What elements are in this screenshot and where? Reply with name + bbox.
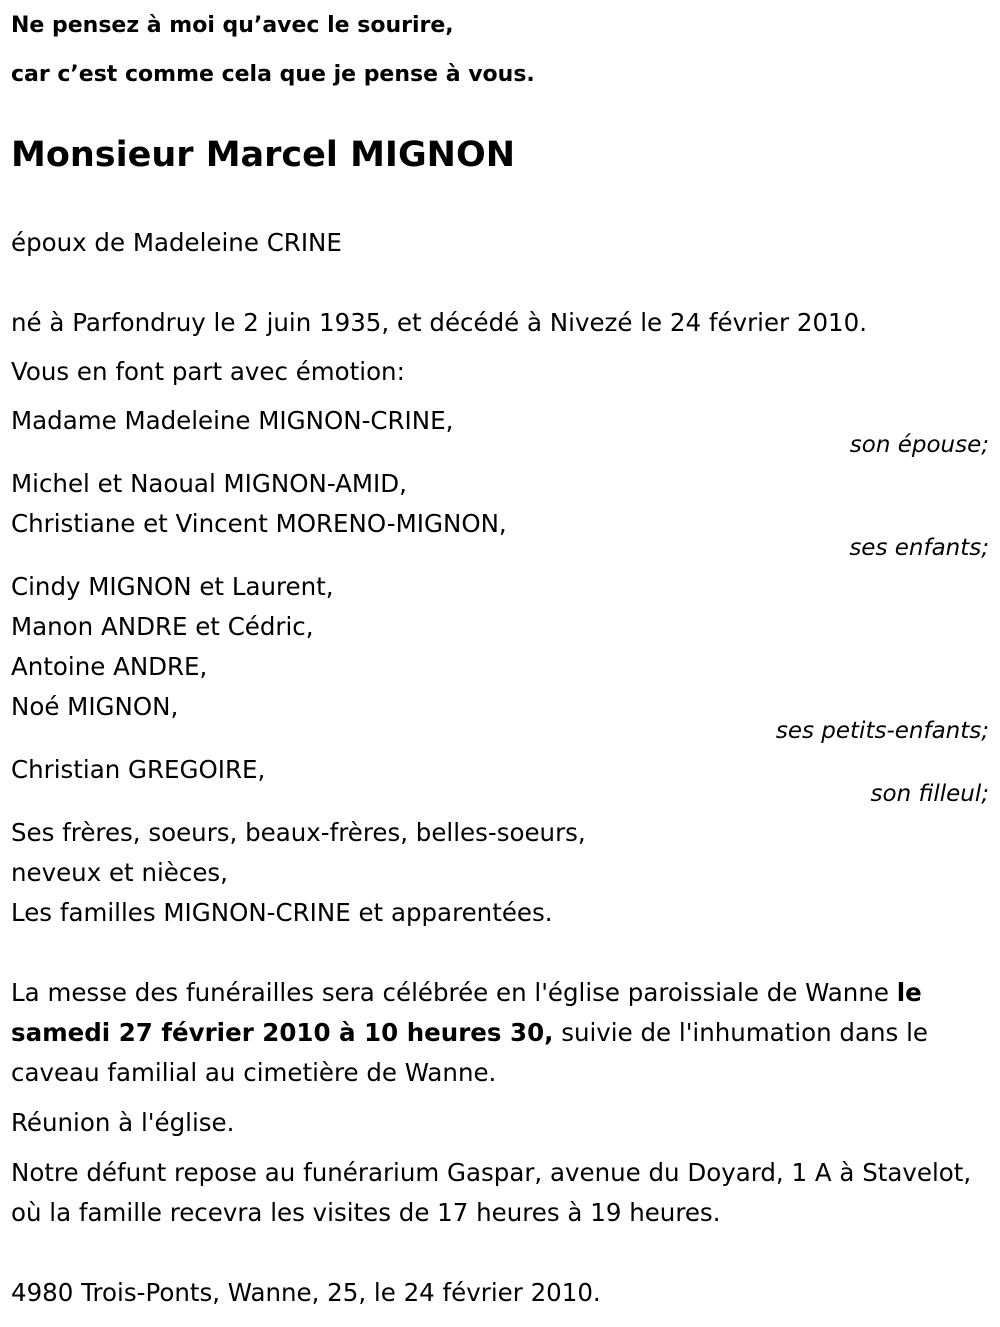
relation-label: ses enfants; bbox=[849, 535, 989, 561]
relation-label: son épouse; bbox=[849, 432, 989, 458]
family-name: Cindy MIGNON et Laurent, bbox=[11, 572, 334, 601]
quote-line-2: car c’est comme cela que je pense à vous. bbox=[11, 62, 535, 87]
deceased-name: Monsieur Marcel MIGNON bbox=[11, 135, 516, 175]
funeral-date: le samedi 27 février 2010 à 10 heures 30, bbox=[11, 978, 922, 1047]
funeral-text-1: La messe des funérailles sera célébrée en l'église paroissiale de Wanne bbox=[11, 978, 897, 1007]
reunion-line: Réunion à l'église. bbox=[11, 1108, 235, 1137]
family-name: Michel et Naoual MIGNON-AMID, bbox=[11, 469, 407, 498]
funeral-paragraph bbox=[11, 973, 996, 1093]
funeral-text-2: suivie de l'inhumation dans le caveau familial au cimetière de Wanne. bbox=[11, 1018, 928, 1087]
relation-label: ses petits-enfants; bbox=[775, 718, 989, 744]
repose-paragraph: Notre défunt repose au funérarium Gaspar, avenue du Doyard, 1 A à Stavelot, où la famille recevra les visites de 17 heures à 19 heures. bbox=[11, 1158, 972, 1227]
family-name: neveux et nièces, bbox=[11, 858, 228, 887]
family-name: Noé MIGNON, bbox=[11, 692, 179, 721]
family-name: Ses frères, soeurs, beaux-frères, belles-soeurs, bbox=[11, 818, 586, 847]
family-name: Madame Madeleine MIGNON-CRINE, bbox=[11, 406, 454, 435]
family-name: Christiane et Vincent MORENO-MIGNON, bbox=[11, 509, 507, 538]
family-name: Manon ANDRE et Cédric, bbox=[11, 612, 314, 641]
spouse-line: époux de Madeleine CRINE bbox=[11, 228, 342, 257]
family-name: Les familles MIGNON-CRINE et apparentées. bbox=[11, 898, 553, 927]
quote-line-1: Ne pensez à moi qu’avec le sourire, bbox=[11, 13, 454, 38]
family-name: Christian GREGOIRE, bbox=[11, 755, 266, 784]
family-name: Antoine ANDRE, bbox=[11, 652, 208, 681]
relation-label: son filleul; bbox=[870, 781, 989, 807]
footer-line: 4980 Trois-Ponts, Wanne, 25, le 24 février 2010. bbox=[11, 1278, 601, 1307]
announcement-line: Vous en font part avec émotion: bbox=[11, 357, 405, 386]
birth-death-line: né à Parfondruy le 2 juin 1935, et décédé à Nivezé le 24 février 2010. bbox=[11, 308, 868, 337]
